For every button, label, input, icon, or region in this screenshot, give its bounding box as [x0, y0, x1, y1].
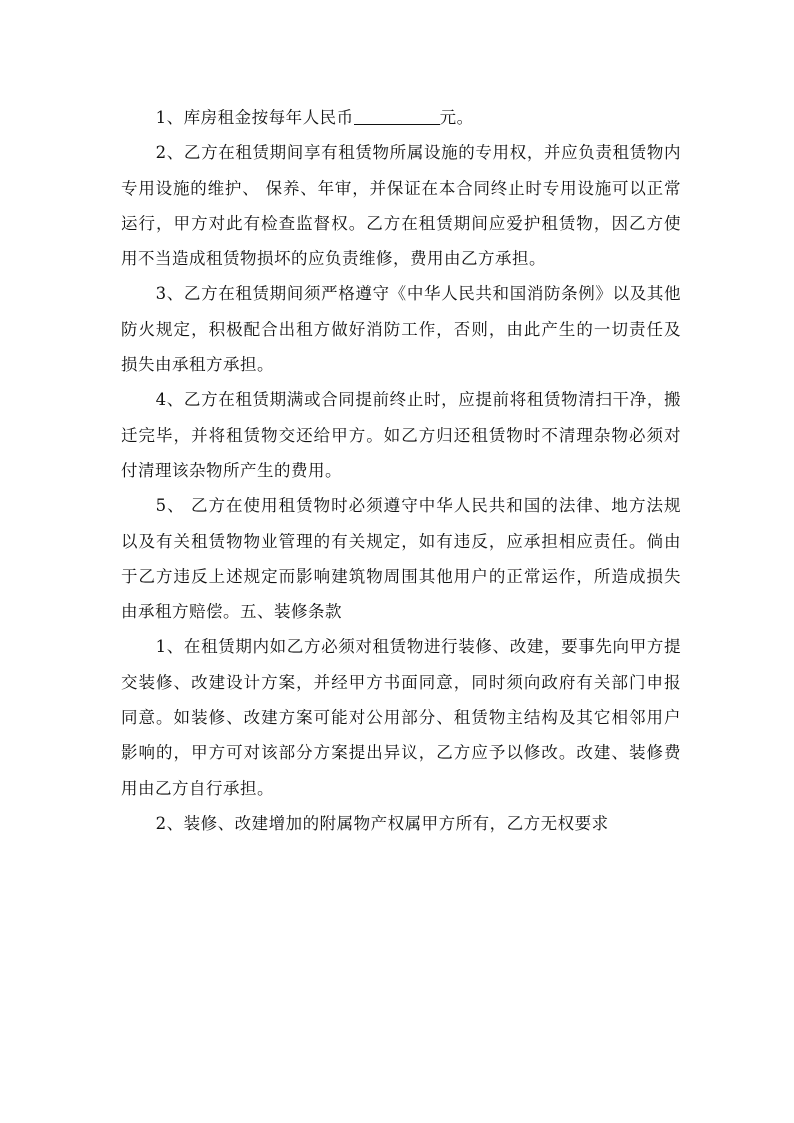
- paragraph-rent: [121, 100, 681, 135]
- rent-clause-unit: 元。: [439, 108, 474, 127]
- contract-text-block: [121, 100, 681, 841]
- paragraph-fire-safety: 3、乙方在租赁期间须严格遵守《中华人民共和国消防条例》以及其他防火规定，积极配合出租方做好消防工作，否则，由此产生的一切责任及损失由承租方承担。: [121, 284, 681, 375]
- paragraph-compliance: 5、 乙方在使用租赁物时必须遵守中华人民共和国的法律、地方法规以及有关租赁物物业管理的有关规定，如有违反，应承担相应责任。倘由于乙方违反上述规定而影响建筑物周围其他用户的正常运作，所造成损失由承租方赔偿。五、装修条款: [121, 496, 681, 622]
- paragraph-return-property: 4、乙方在租赁期满或合同提前终止时，应提前将租赁物清扫干净，搬迁完毕，并将租赁物交还给甲方。如乙方归还租赁物时不清理杂物必须对付清理该杂物所产生的费用。: [121, 390, 681, 480]
- paragraph-renovation: 1、在租赁期内如乙方必须对租赁物进行装修、改建，要事先向甲方提交装修、改建设计方案，并经甲方书面同意，同时须向政府有关部门申报同意。如装修、改建方案可能对公用部分、租赁物主结构及其它相邻用户影响的，甲方可对该部分方案提出异议，乙方应予以修改。改建、装修费用由乙方自行承担。: [121, 637, 681, 798]
- rent-clause-text: 1、库房租金按每年人民币: [155, 108, 354, 127]
- paragraph-facilities: 2、乙方在租赁期间享有租赁物所属设施的专用权，并应负责租赁物内专用设施的维护、 保养、年审，并保证在本合同终止时专用设施可以正常运行，甲方对此有检查监督权。乙方在租赁期间应爱护租赁物，因乙方使用不当造成租赁物损坏的应负责维修，费用由乙方承担。: [121, 143, 681, 269]
- rent-amount-blank: [354, 108, 440, 126]
- paragraph-attachments: 2、装修、改建增加的附属物产权属甲方所有，乙方无权要求: [155, 813, 609, 833]
